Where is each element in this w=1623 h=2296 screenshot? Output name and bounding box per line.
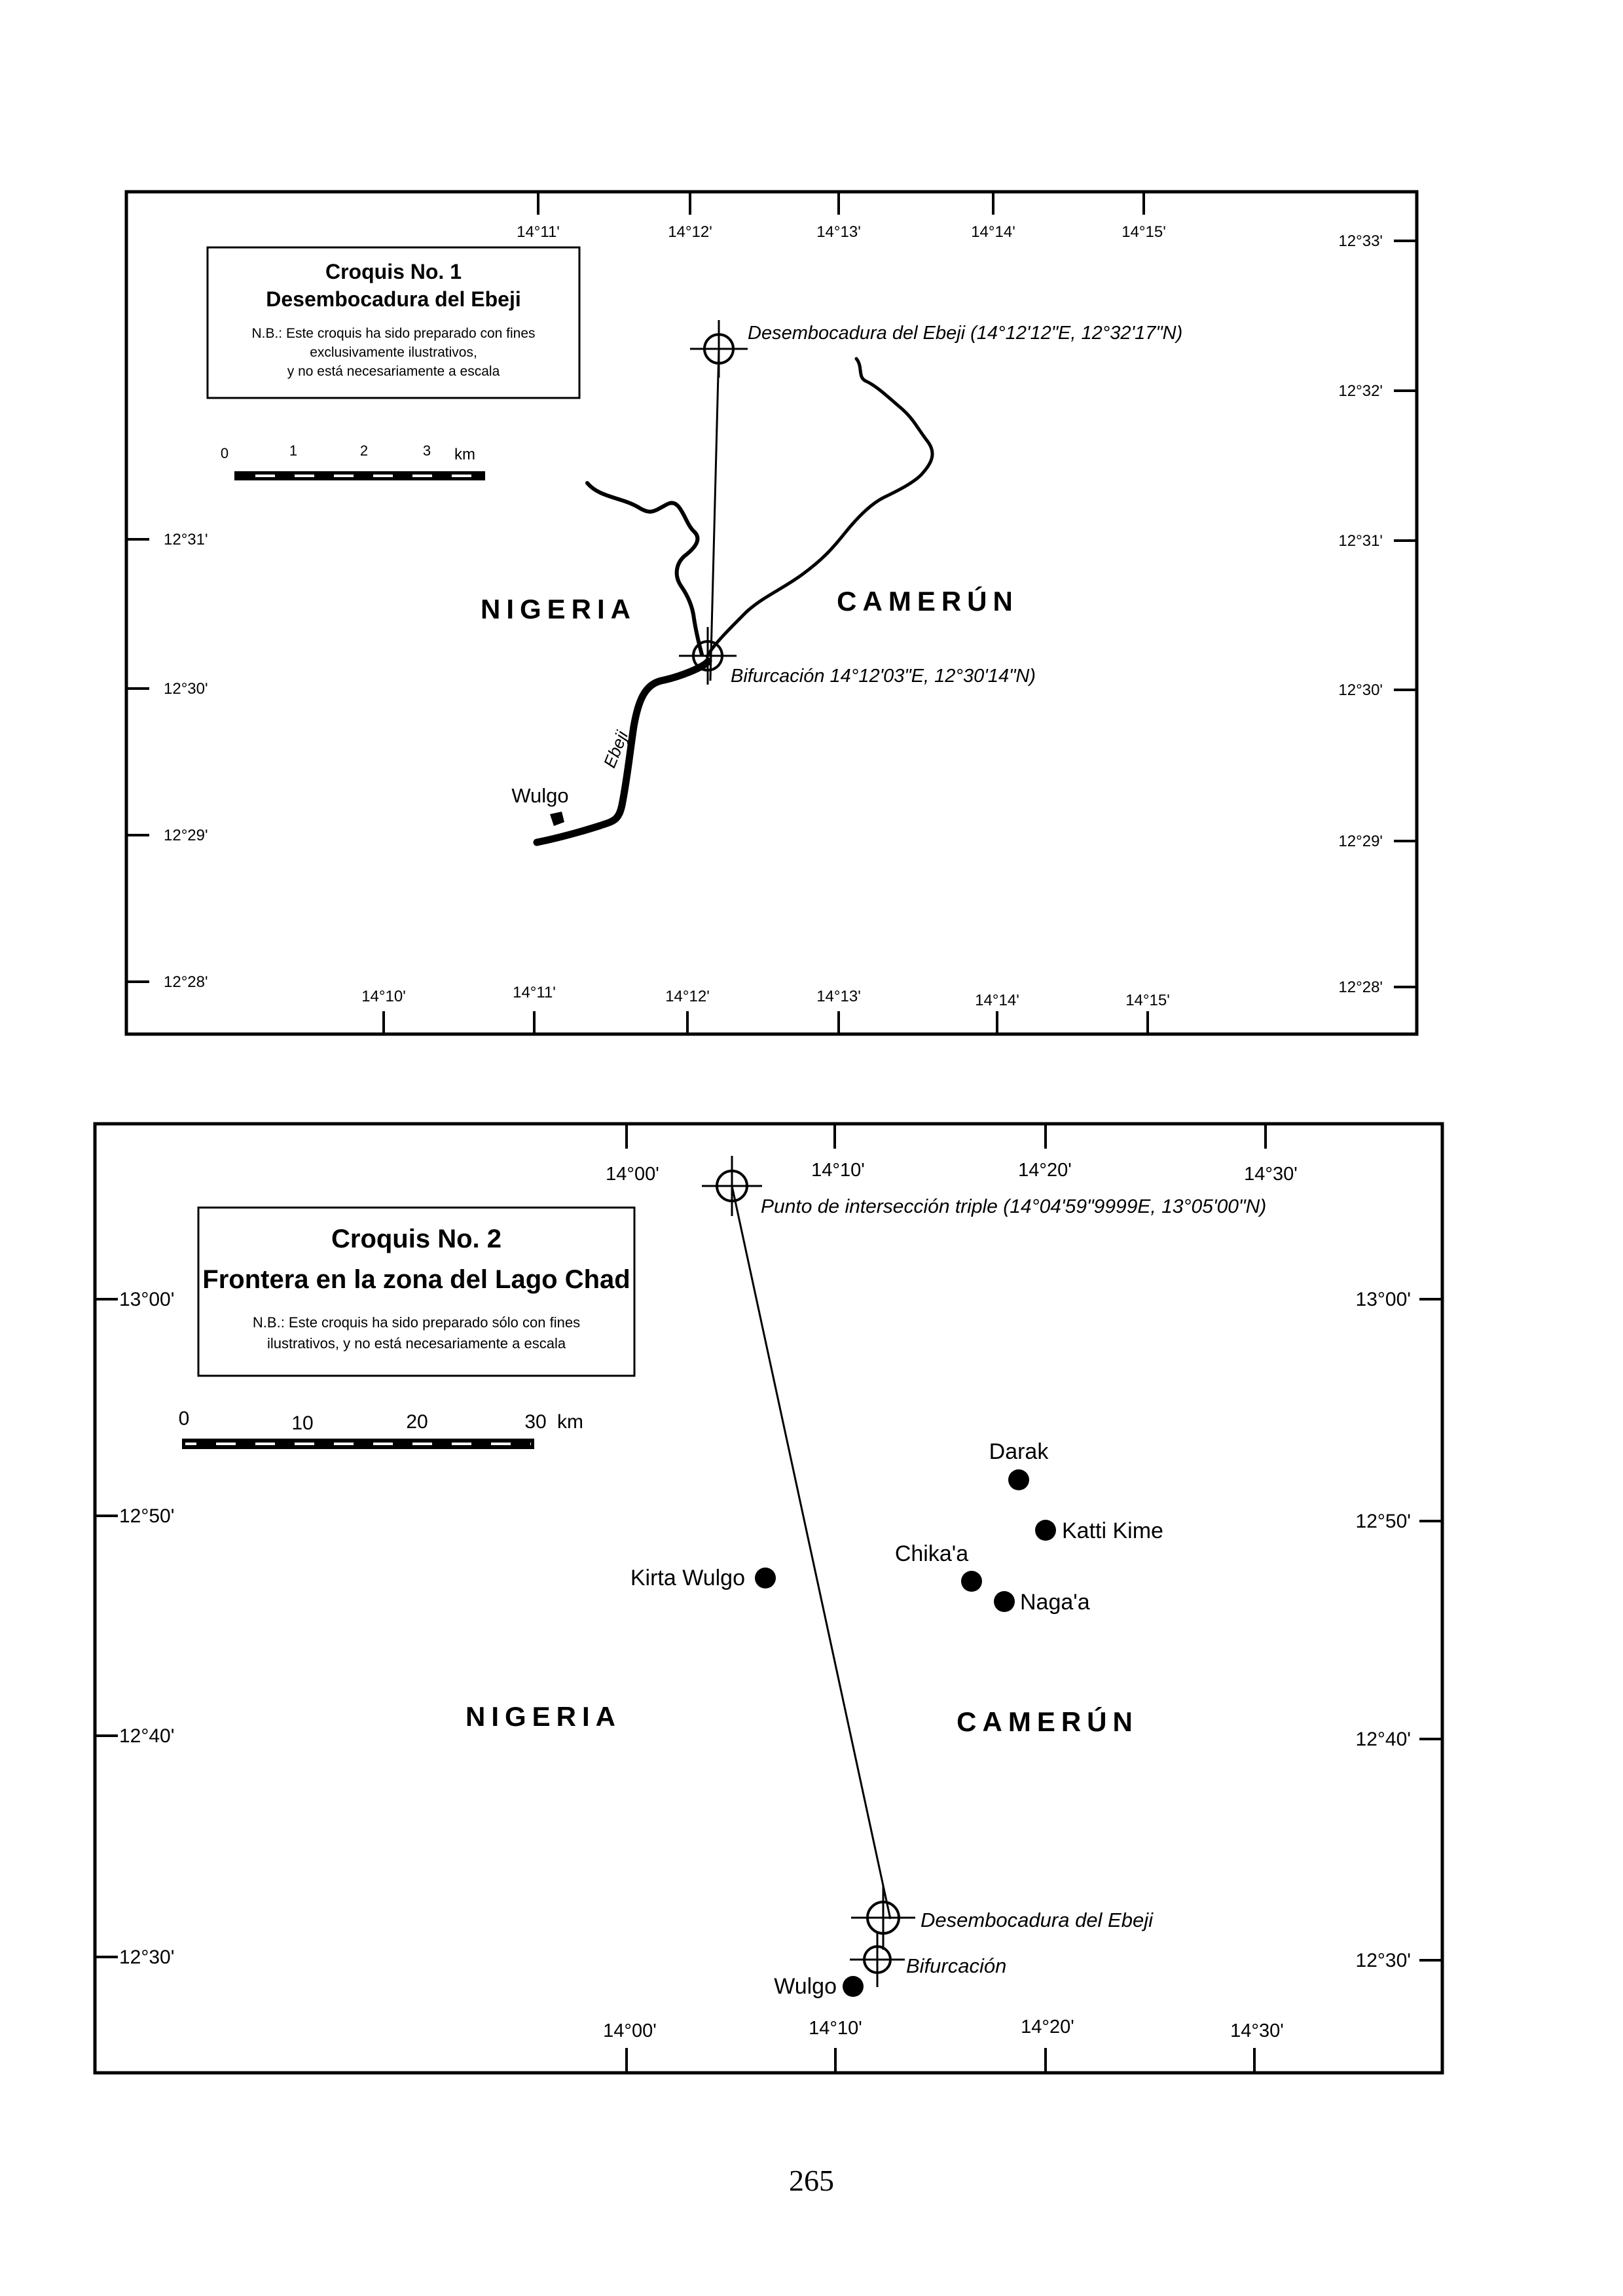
map-2-bifurcation-label: Bifurcación [906, 1954, 1007, 1977]
map-1-note-line: exclusivamente ilustrativos, [310, 345, 477, 360]
map-2-boundary-line [732, 1186, 890, 1919]
map-2-bottom-ticks [627, 2048, 1254, 2073]
map-1-bottom-lon-label: 14°10' [361, 988, 406, 1005]
map-2-right-lat-label: 12°40' [1355, 1729, 1411, 1750]
map-1-river-label: Ebeji [599, 728, 632, 771]
map-1-left-lat-label: 12°31' [164, 531, 208, 548]
map-1-right-lat-label: 12°33' [1338, 232, 1383, 250]
map-1-right-lat-label: 12°31' [1338, 532, 1383, 550]
map-2-tripoint-label: Punto de intersección triple (14°04'59"9999E, 13°05'00"N) [761, 1196, 1267, 1217]
map-2-left-lat-label: 12°40' [119, 1725, 175, 1747]
map-1-country-nigeria: NIGERIA [480, 594, 637, 624]
map-1-bottom-lon-label: 14°15' [1125, 992, 1170, 1009]
map-1-bottom-lon-label: 14°12' [665, 988, 710, 1005]
map-1-bottom-lon-label: 14°14' [975, 992, 1019, 1009]
map-1-river-west-branch [587, 483, 702, 655]
map-1-left-ticks [126, 539, 149, 982]
map-1-scale-tick: 3 [422, 442, 431, 459]
map-2-country-cameroon: CAMERÚN [957, 1706, 1139, 1737]
map-1-scale-tick: 1 [289, 442, 298, 459]
map-1-river-mouth-marker [690, 320, 748, 378]
map-2-town-label-kirta-wulgo: Kirta Wulgo [630, 1566, 745, 1590]
map-1-scale-tick: 2 [359, 442, 369, 459]
map-1-note-line: y no está necesariamente a escala [287, 364, 500, 379]
map-2-town-marker-kirta-wulgo [755, 1568, 776, 1588]
map-2-top-lon-label: 14°30' [1244, 1164, 1298, 1185]
map-1-top-ticks [538, 192, 1144, 215]
map-2-town-marker-darak [1008, 1469, 1029, 1490]
map-1-right-ticks [1394, 241, 1417, 987]
map-2-top-lon-label: 14°10' [811, 1160, 865, 1181]
map-1-scale-tick: 0 [220, 445, 229, 461]
map-2-town-label-darak: Darak [989, 1439, 1049, 1464]
map-2-note-line: ilustrativos, y no está necesariamente a escala [266, 1335, 566, 1352]
map-2-top-lon-label: 14°20' [1018, 1160, 1072, 1181]
map-2-town-label-katti-kime: Katti Kime [1062, 1518, 1163, 1543]
map-1-right-lat-label: 12°32' [1338, 382, 1383, 400]
map-1-top-lon-label: 14°11' [517, 223, 560, 241]
map-1-boundary-line [710, 349, 719, 681]
map-1-bifurcation-label: Bifurcación 14°12'03"E, 12°30'14"N) [731, 666, 1036, 687]
map-2-town-marker-katti-kime [1035, 1520, 1056, 1541]
map-2-scale-bar [179, 1408, 583, 1449]
map-1-bottom-lon-label: 14°13' [816, 988, 861, 1005]
map-2-right-lat-label: 12°30' [1355, 1950, 1411, 1971]
map-1-note-line: N.B.: Este croquis ha sido preparado con fines [251, 326, 536, 341]
map-1-town-marker [550, 812, 564, 826]
map-1-bottom-lon-label: 14°11' [513, 984, 556, 1001]
map-2-title: Croquis No. 2 [331, 1225, 502, 1253]
map-1-right-lat-label: 12°28' [1338, 978, 1383, 996]
page-number: 265 [789, 2164, 834, 2197]
map-2-scale-tick: 10 [291, 1412, 314, 1434]
map-1-right-lat-label: 12°29' [1338, 833, 1383, 850]
map-1-top-lon-label: 14°12' [668, 223, 712, 241]
map-2-bottom-lon-label: 14°00' [603, 2020, 657, 2041]
map-1-left-lat-label: 12°30' [164, 680, 208, 698]
map-2-bottom-lon-label: 14°20' [1021, 2017, 1074, 2037]
map-2-town-marker-nagaa [994, 1591, 1015, 1612]
map-1-bottom-ticks [384, 1011, 1148, 1034]
map-2-river-mouth-marker [851, 1886, 915, 1950]
map-2-town-marker-chikaa [961, 1571, 982, 1592]
map-1-town-label: Wulgo [511, 784, 569, 807]
map-2-country-nigeria: NIGERIA [465, 1701, 622, 1732]
map-2-town-label-wulgo: Wulgo [774, 1974, 837, 1999]
map-2-top-ticks [627, 1124, 1266, 1149]
map-1-left-lat-label: 12°28' [164, 973, 208, 991]
map-2-scale-tick: 20 [406, 1411, 428, 1433]
map-2-left-lat-label: 13°00' [119, 1289, 175, 1310]
map-2-right-lat-label: 13°00' [1355, 1289, 1411, 1310]
map-2-top-lon-label: 14°00' [606, 1164, 659, 1185]
map-2-tripoint-marker [702, 1156, 762, 1216]
map-2-scale-tick: 30 [524, 1411, 547, 1433]
map-2-town-label-nagaa: Naga'a [1020, 1590, 1090, 1615]
map-2-left-lat-label: 12°50' [119, 1505, 175, 1527]
map-2-left-lat-label: 12°30' [119, 1946, 175, 1968]
map-1-river-mouth-label: Desembocadura del Ebeji (14°12'12"E, 12°32'17"N) [748, 323, 1183, 344]
map-1-title: Croquis No. 1 [325, 260, 462, 283]
map-1 [126, 192, 1417, 1034]
map-2-right-lat-label: 12°50' [1355, 1511, 1411, 1532]
map-1-top-lon-label: 14°14' [971, 223, 1015, 241]
map-2-right-ticks [1419, 1299, 1442, 1960]
map-1-left-lat-label: 12°29' [164, 827, 208, 844]
map-1-subtitle: Desembocadura del Ebeji [266, 287, 521, 311]
map-2-river-mouth-label: Desembocadura del Ebeji [921, 1909, 1153, 1931]
map-2-bottom-lon-label: 14°30' [1230, 2020, 1284, 2041]
map-1-scale-unit: km [454, 446, 475, 463]
map-2-town-label-chikaa: Chika'a [894, 1541, 969, 1566]
map-2-subtitle: Frontera en la zona del Lago Chad [202, 1265, 630, 1294]
map-2-scale-tick: 0 [178, 1408, 190, 1429]
map-1-right-lat-label: 12°30' [1338, 681, 1383, 699]
map-2-left-ticks [95, 1299, 118, 1957]
map-1-country-cameroon: CAMERÚN [837, 586, 1019, 617]
map-2-town-marker-wulgo [843, 1976, 864, 1997]
map-2-bottom-lon-label: 14°10' [809, 2018, 862, 2039]
map-2-note-line: N.B.: Este croquis ha sido preparado sólo con fines [252, 1314, 581, 1331]
map-2-scale-unit: km [557, 1411, 583, 1433]
map-2 [95, 1124, 1442, 2073]
map-1-scale-bar [221, 442, 485, 480]
map-1-top-lon-label: 14°13' [816, 223, 861, 241]
map-1-top-lon-label: 14°15' [1122, 223, 1166, 241]
